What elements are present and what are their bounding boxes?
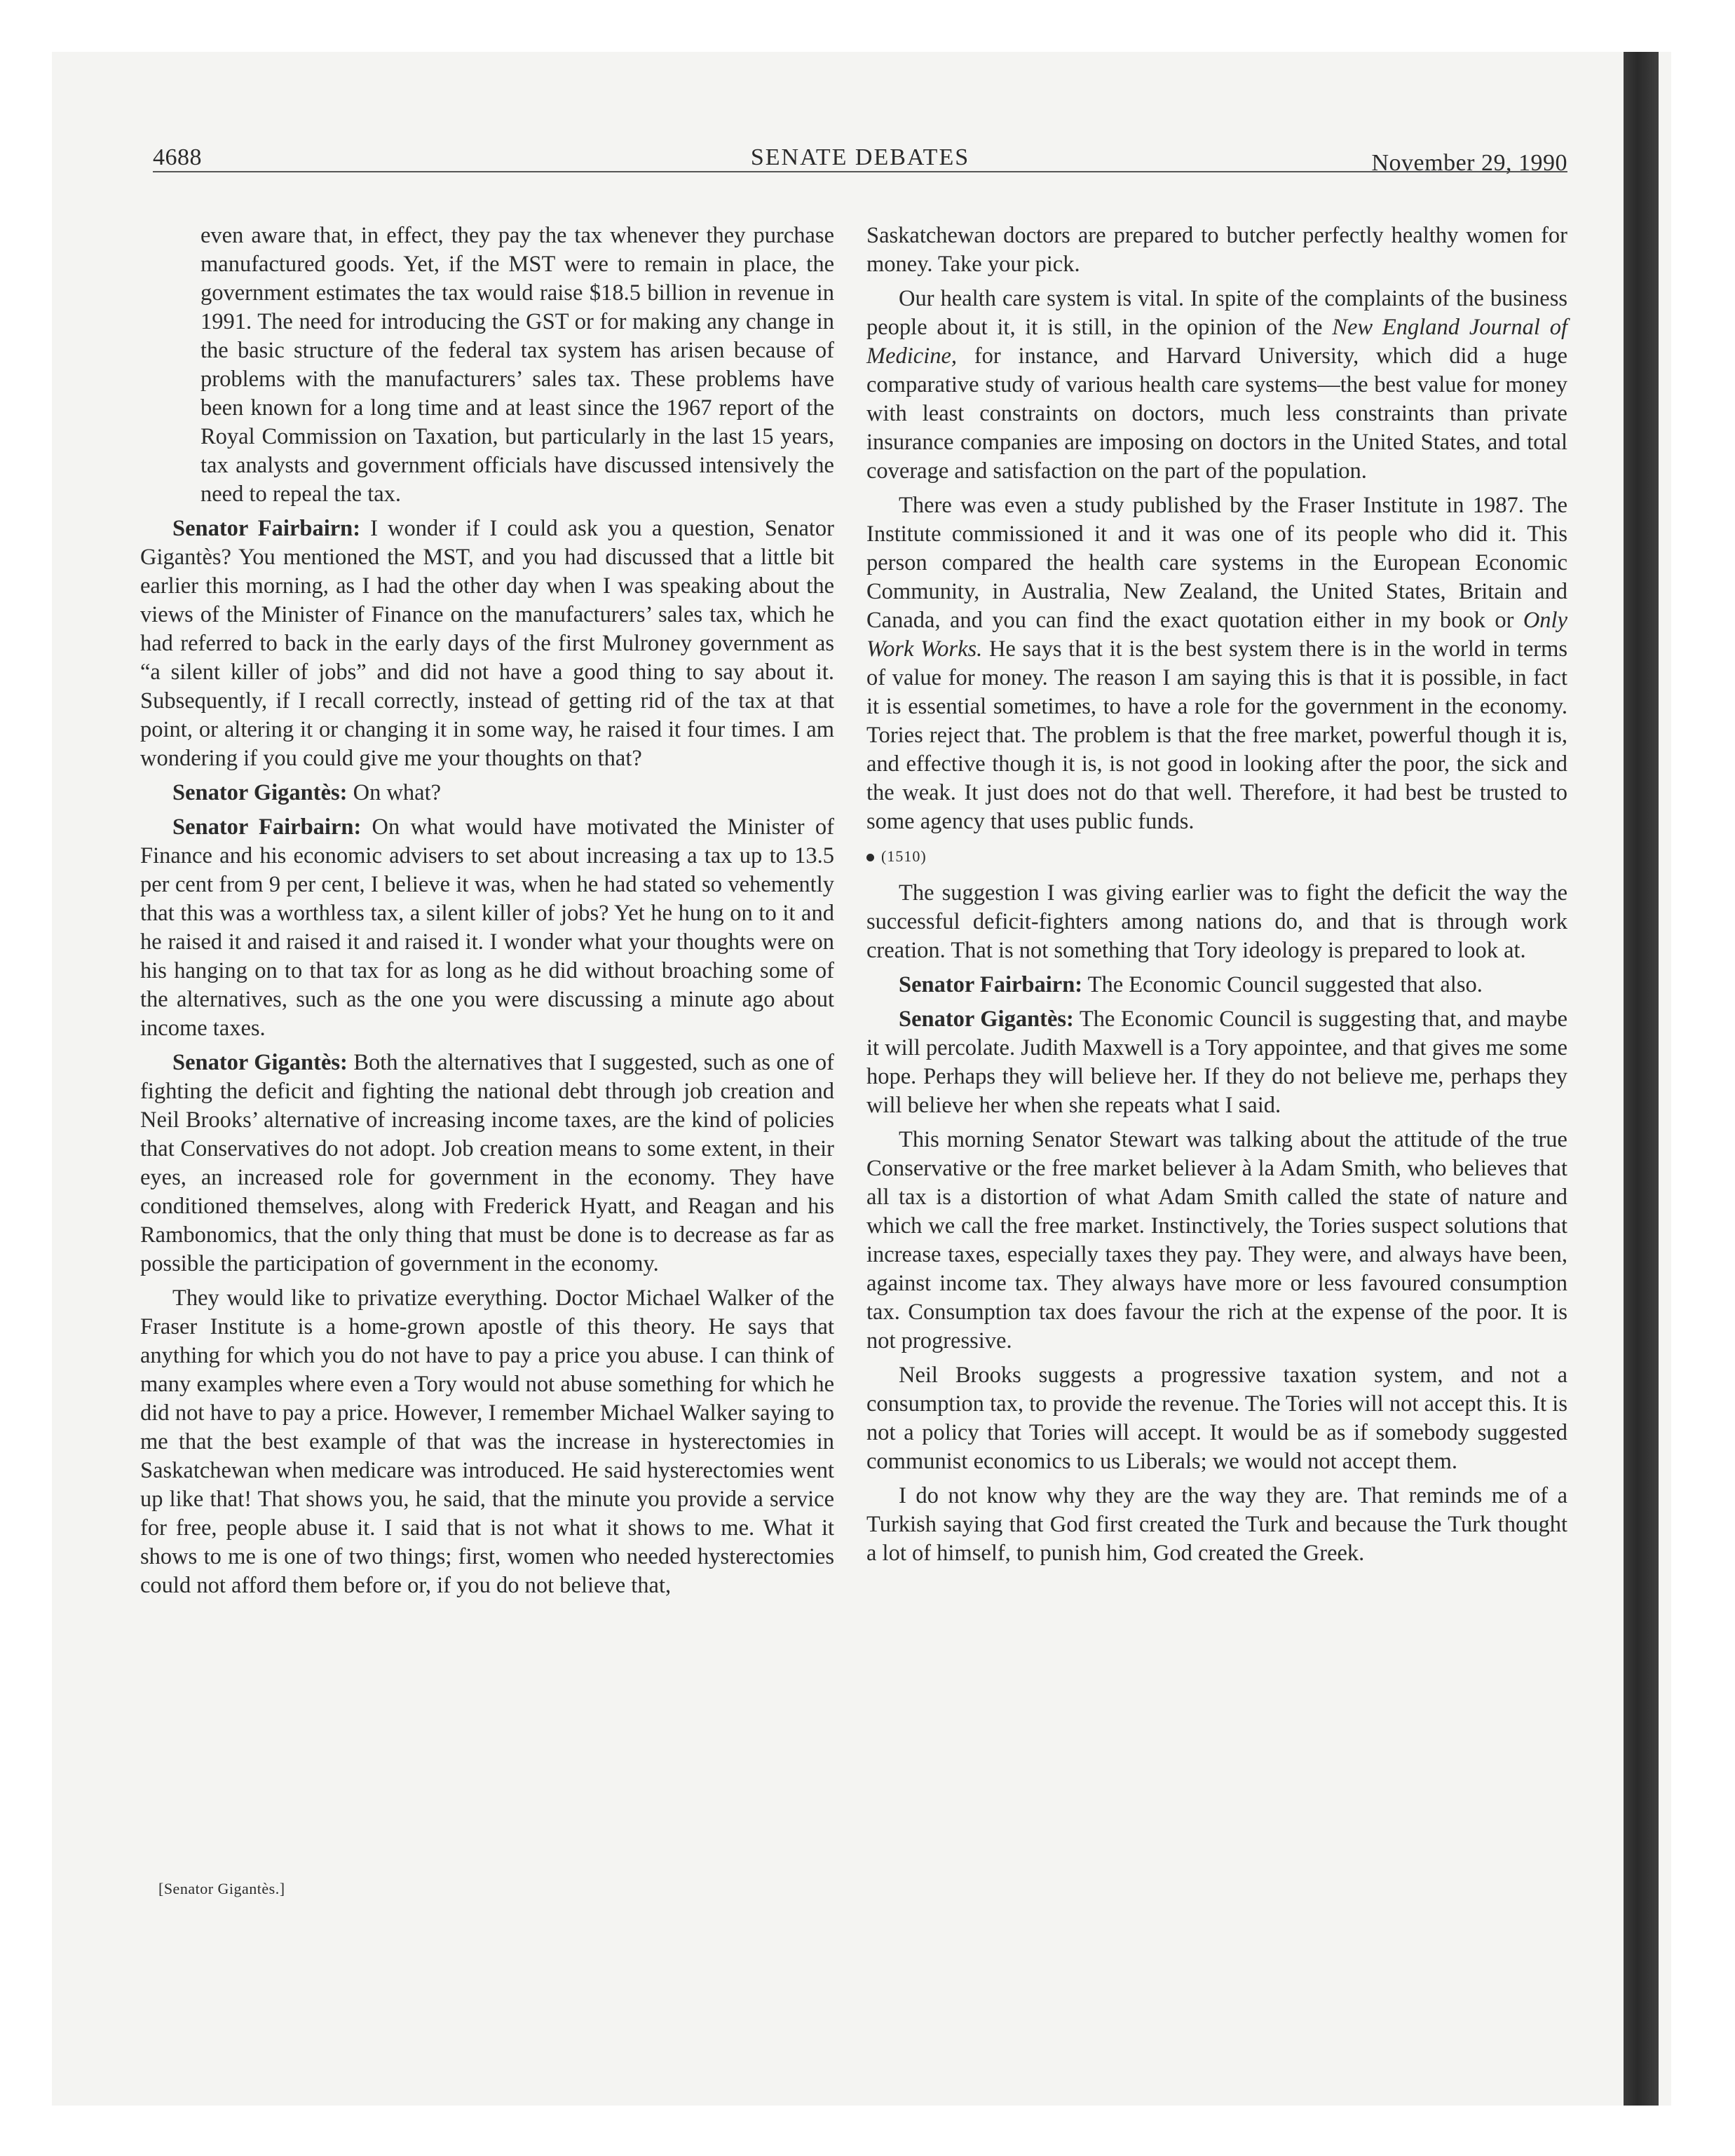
paragraph: This morning Senator Stewart was talking about the attitude of the true Conservative or the free market believer à la Adam Smith, who believes that all tax is a distortion of what Adam Smith called the state of nature and which we call the free market. Instinctively, the Tories suspect solutions that increase taxes, especially taxes they pay. They were, and always have been, against income tax. They always have more or less favoured consumption tax. Consumption tax does favour the rich at the expense of the poor. It is not progressive. bbox=[866, 1127, 1567, 1353]
paragraph: Neil Brooks suggests a progressive taxation system, and not a consumption tax, to provide the revenue. The Tories will not accept this. It is not a policy that Tories will accept. It would be as if somebody suggested communist economics to us Liberals; we would not accept them. bbox=[866, 1363, 1567, 1474]
paragraph bbox=[866, 491, 1567, 836]
publication-date: November 29, 1990 bbox=[1371, 150, 1567, 176]
paragraph bbox=[140, 779, 834, 807]
paragraph bbox=[866, 285, 1567, 486]
speaker-name: Senator Fairbairn: bbox=[899, 972, 1083, 997]
speaker-name: Senator Fairbairn: bbox=[172, 814, 362, 840]
right-column bbox=[866, 221, 1567, 1574]
speaker-name: Senator Gigantès: bbox=[172, 1050, 348, 1075]
publication-title: SENATE DEBATES bbox=[750, 144, 970, 170]
paragraph bbox=[866, 971, 1567, 999]
speech-text: On what? bbox=[347, 780, 442, 805]
bullet-icon bbox=[866, 854, 874, 861]
paragraph bbox=[140, 1049, 834, 1278]
speaker-name: Senator Gigantès: bbox=[899, 1007, 1074, 1032]
paragraph bbox=[140, 813, 834, 1043]
book-title: Only Work Works. bbox=[866, 608, 1567, 662]
paragraph: even aware that, in effect, they pay the tax whenever they purchase manufactured goods. Yet, if the MST were to remain in place, the government estimates the tax would raise $18.5 billion in revenue in 1991. The need for introducing the GST or for making any change in the basic structure of the federal tax system has arisen because of problems with the manufacturers’ sales tax. These problems have been known for a long time and at least since the 1967 report of the Royal Commission on Taxation, but particularly in the last 15 years, tax analysts and government officials have discussed intensively the need to repeal the tax. bbox=[200, 223, 834, 507]
speech-text: The Economic Council is suggesting that, and maybe it will percolate. Judith Maxwell is a Tory appointee, and that gives me some hope. Perhaps they will believe her. If they do not believe me, perhaps they will believe her when she repeats what I said. bbox=[866, 1007, 1567, 1118]
paragraph bbox=[140, 514, 834, 773]
paragraph: I do not know why they are the way they are. That reminds me of a Turkish saying that God first created the Turk and because the Turk thought a lot of himself, to punish him, God created the Greek. bbox=[866, 1483, 1567, 1566]
text-run: for instance, and Harvard University, which did a huge comparative study of various health care systems—the best value for money with least constraints on doctors, much less constraints than private insurance companies are imposing on doctors in the United States, and total coverage and satisfaction on the part of the population. bbox=[866, 343, 1567, 484]
speaker-name: Senator Fairbairn: bbox=[172, 516, 361, 541]
speech-text: I wonder if I could ask you a question, Senator Gigantès? You mentioned the MST, and you had discussed that a little bit earlier this morning, as I had the other day when I was speaking about the views of the Minister of Finance on the manufacturers’ sales tax, which he had referred to back in the early days of the first Mulroney government as “a silent killer of jobs” and did not have a good thing to say about it. Subsequently, if I recall correctly, instead of getting rid of the tax at that point, or altering it or changing it in some way, he raised it four times. I am wondering if you could give me your thoughts on that? bbox=[140, 516, 834, 771]
header-rule bbox=[153, 171, 1567, 172]
paragraph: They would like to privatize everything. Doctor Michael Walker of the Fraser Institute is a home-grown apostle of this theory. He says that anything for which you do not have to pay a price you abuse. I can think of many examples where even a Tory would not abuse something for which he did not have to pay a price. However, I remember Michael Walker saying to me that the best example of that was the increase in hysterectomies in Saskatchewan when medicare was introduced. He said hysterectomies went up like that! That shows you, he said, that the minute you provide a service for free, people abuse it. I said that is not what it shows to me. What it shows to me is one of two things; first, women who needed hysterectomies could not afford them before or, if you do not believe that, bbox=[140, 1285, 834, 1598]
speaker-footnote: [Senator Gigantès.] bbox=[158, 1880, 285, 1897]
paragraph: The suggestion I was giving earlier was to fight the deficit the way the successful deficit-fighters among nations do, and that is through work creation. That is not something that Tory ideology is prepared to look at. bbox=[866, 880, 1567, 963]
page-number: 4688 bbox=[153, 144, 202, 170]
time-marker bbox=[866, 842, 1567, 871]
time-marker-text: (1510) bbox=[881, 847, 927, 865]
speaker-name: Senator Gigantès: bbox=[172, 780, 348, 805]
scan-binding-edge bbox=[1624, 52, 1659, 2106]
paragraph: Saskatchewan doctors are prepared to butcher perfectly healthy women for money. Take your pick. bbox=[866, 223, 1567, 277]
journal-title: New England Journal of Medicine, bbox=[866, 315, 1568, 369]
speech-text: On what would have motivated the Minister of Finance and his economic advisers to set about increasing a tax up to 13.5 per cent from 9 per cent, I believe it was, when he had stated so vehemently that this was a worthless tax, a silent killer of jobs? Yet he hung on to it and he raised it and raised it and raised it. I wonder what your thoughts were on his hanging on to that tax for as long as he did without broaching some of the alternatives, such as the one you were discussing a minute ago about income taxes. bbox=[140, 814, 834, 1041]
paragraph bbox=[866, 1005, 1567, 1120]
text-run: There was even a study published by the Fraser Institute in 1987. The Institute commissioned it and it was one of its people who did it. This person compared the health care systems in the European Economic Community, in Australia, New Zealand, the United States, Britain and Canada, and you can find the exact quotation either in my book or bbox=[866, 493, 1567, 633]
text-run: Our health care system is vital. In spite of the complaints of the business people about it, it is still, in the opinion of the bbox=[866, 286, 1567, 340]
left-column bbox=[140, 221, 834, 1606]
speech-text: The Economic Council suggested that also. bbox=[1082, 972, 1483, 997]
text-run: He says that it is the best system there is in the world in terms of value for money. The reason I am saying this is that it is possible, in fact it is essential sometimes, to have a role for the government in the economy. Tories reject that. The problem is that the free market, powerful though it is, and effective though it is, is not good in looking after the poor, the sick and the weak. It just does not do that well. Therefore, it had best be trusted to some agency that uses public funds. bbox=[866, 636, 1567, 834]
speech-text: Both the alternatives that I suggested, such as one of fighting the deficit and fighting the national debt through job creation and Neil Brooks’ alternative of increasing income taxes, are the kind of policies that Conservatives do not adopt. Job creation means to some extent, in their eyes, an increased role for government in the economy. They have conditioned themselves, along with Frederick Hyatt, and Reagan and his Rambonomics, that the only thing that must be done is to decrease as far as possible the participation of government in the economy. bbox=[140, 1050, 835, 1276]
